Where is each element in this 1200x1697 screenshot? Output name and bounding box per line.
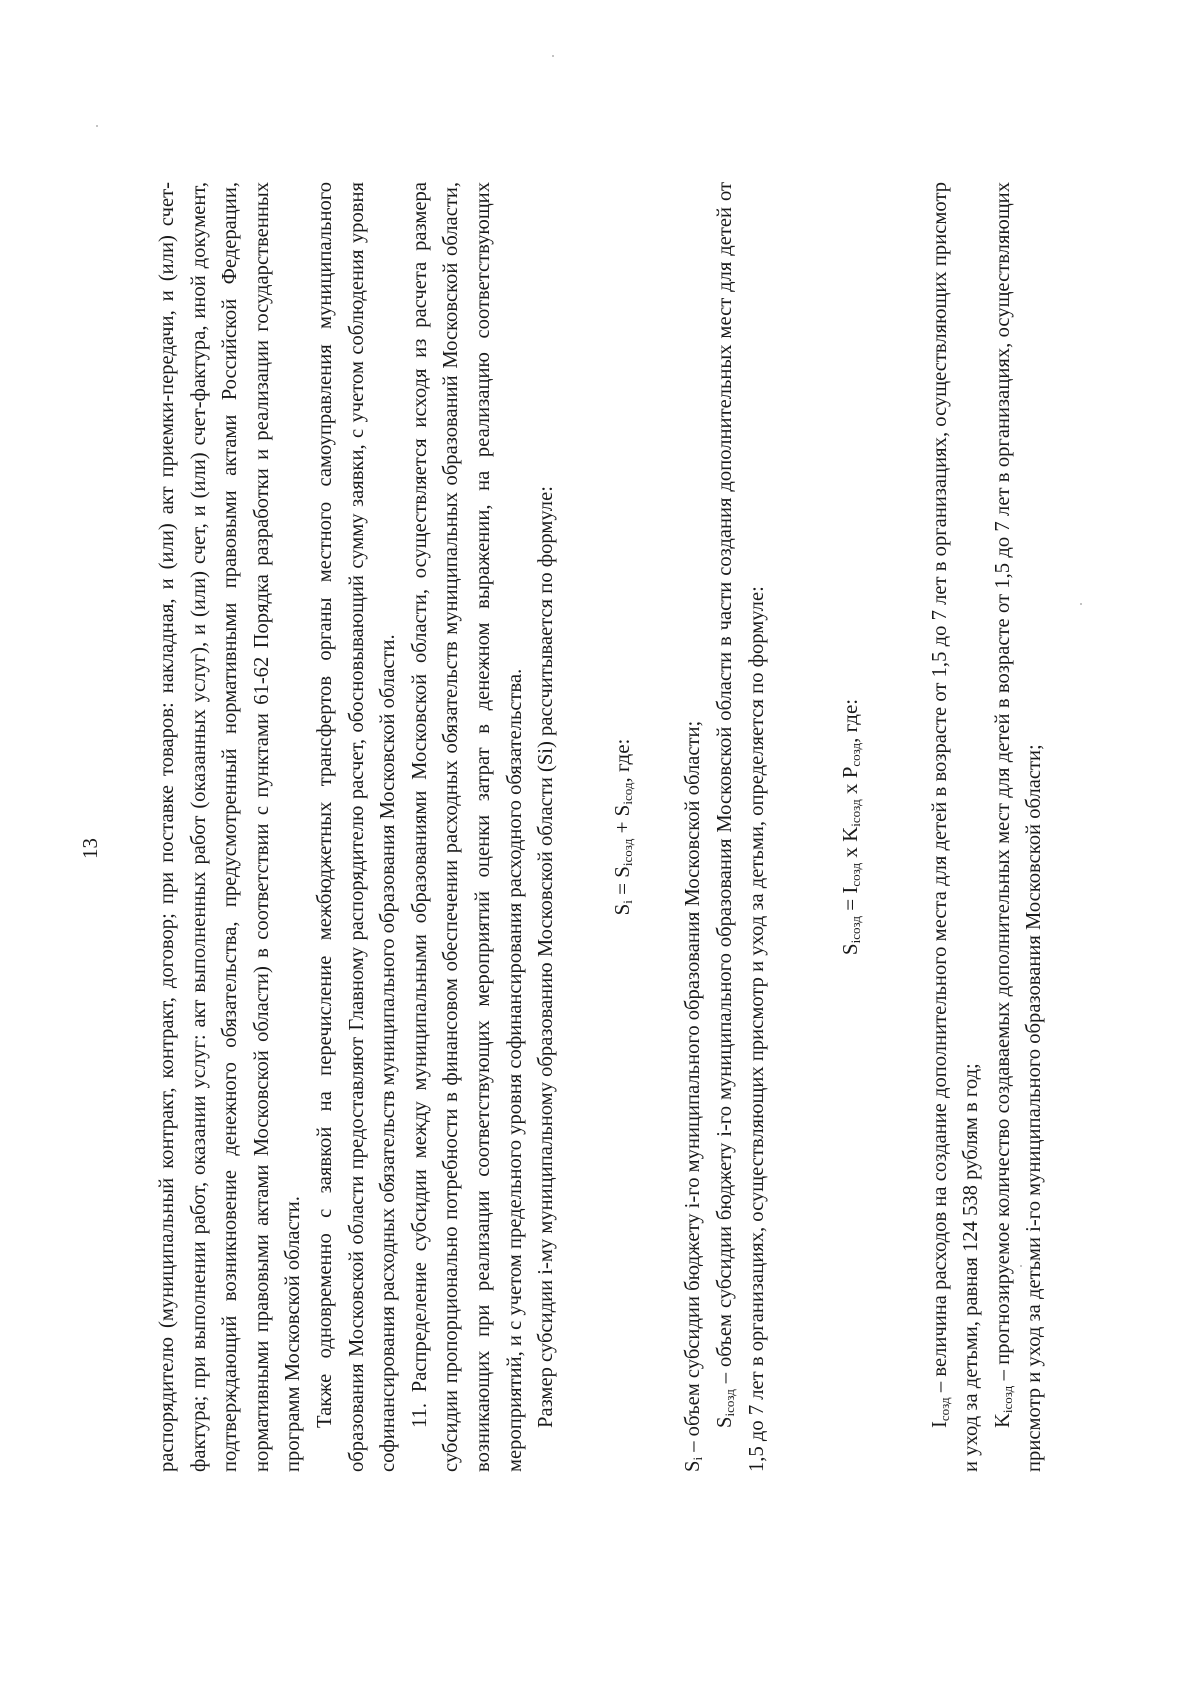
formula-si-symbol: S	[609, 903, 634, 916]
paragraph-distribution-11: 11. Распределение субсидии между муниципальными образованиями Московской области, осуществляется исходя из расчета размера субсидии пропорционально потребности в финансовом обеспечении расходных обязательств муниципальных образований Московской области, возникающих при реализации соответствующих мероприятий оценки затрат в денежном выражении, на реализацию соответствующих мероприятий, и с учетом предельного уровня софинансирования расходного обязательства.	[408, 182, 526, 1472]
formula2-s-symbol: S	[838, 943, 863, 956]
definition-sicozd-subscript: iсозд	[721, 1389, 737, 1417]
formula-sicod-subscript: iсод	[619, 782, 635, 805]
formula-si-subscript: i	[619, 900, 635, 904]
formula2-times-1: x	[838, 841, 863, 863]
document-body	[152, 182, 1051, 1472]
scan-speck	[96, 125, 98, 127]
formula-si-plus: +	[609, 816, 634, 839]
scan-speck	[552, 55, 554, 57]
definition-si-subscript: i	[690, 1456, 706, 1461]
formula2-p-symbol: P	[838, 766, 863, 779]
definition-icozd	[925, 182, 988, 1472]
formula2-times-2: x	[838, 778, 863, 800]
definition-sicozd	[710, 182, 773, 1472]
formula2-k-subscript: iсозд	[848, 799, 864, 827]
definition-icozd-subscript: созд	[936, 1397, 952, 1422]
definition-si-text: – объем субсидии бюджету i-го муниципального образования Московской области;	[682, 720, 705, 1457]
definition-kicozd-subscript: iсозд	[999, 1385, 1015, 1414]
formula-si	[607, 182, 639, 1472]
formula2-k-symbol: K	[838, 826, 863, 842]
paragraph-recipient-documents: распорядителю (муниципальный контракт, контракт, договор; при поставке товаров: накладная, и (или) акт приемки-передачи, и (или) счет-фактура; при выполнении работ, оказании услуг: акт выполненных работ (оказанных услуг), и (или) счет, и (или) счет-фактура, иной документ, подтверждающий возникновение денежного обязательства, предусмотренный нормативными правовыми актами Российской Федерации, нормативными правовыми актами Московской области) в соответствии с пунктами 61-62 Порядка разработки и реализации государственных программ Московской области.	[156, 182, 305, 1472]
formula2-s-subscript: iсозд	[848, 916, 864, 944]
scan-speck	[1080, 603, 1082, 605]
formula-sicozd-symbol: S	[609, 866, 634, 878]
definition-icozd-text: – величина расходов на создание дополнительного места для детей в возрасте от 1,5 до 7 лет в организациях, осуществляющих присмотр и уход за детьми, равная 124 538 рублям в год;	[928, 182, 983, 1472]
definition-si	[678, 182, 710, 1472]
formula-si-where: , где:	[609, 738, 634, 783]
formula-sicozd-subscript: iсозд	[619, 838, 635, 867]
definition-sicozd-text: – объем субсидии бюджету i-го муниципального образования Московской области в части создания дополнительных мест для детей от 1,5 до 7 лет в организациях, осуществляющих присмотр и уход за детьми, определяется по формуле:	[713, 182, 768, 1472]
page-number: 13	[78, 838, 102, 859]
scan-speck	[1020, 1265, 1022, 1267]
formula2-i-subscript: созд	[848, 862, 864, 887]
formula-sicod-symbol: S	[609, 804, 634, 817]
definition-kicozd-symbol: K	[991, 1413, 1014, 1428]
formula-sicozd	[835, 182, 867, 1472]
formula2-where: , где:	[838, 698, 863, 743]
definition-sicozd-symbol: S	[713, 1416, 736, 1428]
definition-icozd-symbol: I	[928, 1421, 951, 1428]
paragraph-simultaneous-request: Также одновременно с заявкой на перечисление межбюджетных трансфертов органы местного самоуправления муниципального образования Московской области предоставляют Главному распорядителю расчет, обосновывающий сумму заявки, с учетом соблюдения уровня софинансирования расходных обязательств муниципального образования Московской области.	[313, 182, 400, 1472]
definition-kicozd	[988, 182, 1051, 1472]
formula2-i-symbol: I	[838, 886, 863, 894]
definition-si-symbol: S	[682, 1460, 705, 1472]
formula2-equals: =	[838, 893, 863, 917]
formula-si-equals: =	[609, 877, 634, 901]
formula2-p-subscript: созд	[848, 742, 864, 767]
definition-kicozd-text: – прогнозируемое количество создаваемых дополнительных мест для детей в возрасте от 1,5 до 7 лет в организациях, осуществляющих присмотр и уход за детьми i-го муниципального образования Московской области;	[991, 182, 1046, 1472]
paragraph-subsidy-size: Размер субсидии i-му муниципальному образованию Московской области (Si) рассчитывается по формуле:	[535, 486, 558, 1428]
